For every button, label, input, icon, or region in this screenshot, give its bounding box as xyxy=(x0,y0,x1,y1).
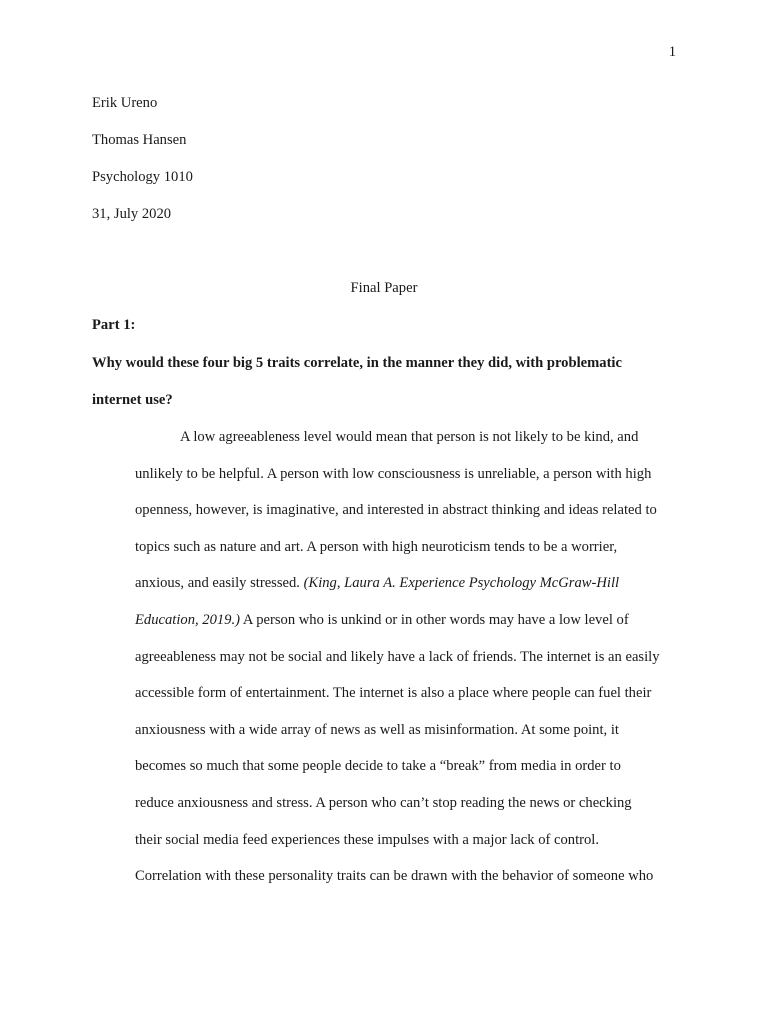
question-heading xyxy=(92,353,692,427)
paragraph-line: openness, however, is imaginative, and interested in abstract thinking and ideas related to xyxy=(135,502,657,519)
page-number: 1 xyxy=(668,44,676,60)
paragraph-text: anxious, and easily stressed. xyxy=(135,575,304,592)
paragraph-line: reduce anxiousness and stress. A person who can’t stop reading the news or checking xyxy=(135,794,632,811)
paragraph-line xyxy=(135,573,695,610)
paragraph-line: unlikely to be helpful. A person with low consciousness is unreliable, a person with high xyxy=(135,465,652,482)
paragraph-line: A low agreeableness level would mean that person is not likely to be kind, and xyxy=(180,429,639,445)
paragraph-line: becomes so much that some people decide to take a “break” from media in order to xyxy=(135,758,621,775)
paper-title: Final Paper xyxy=(350,280,418,296)
course-name: Psychology 1010 xyxy=(92,169,193,185)
paragraph-line: their social media feed experiences these impulses with a major lack of control. xyxy=(135,831,599,848)
question-line: Why would these four big 5 traits correlate, in the manner they did, with problematic xyxy=(92,355,622,371)
mla-header xyxy=(92,93,193,241)
citation: Education, 2019.) xyxy=(135,611,240,628)
instructor-name: Thomas Hansen xyxy=(92,132,187,148)
author-name: Erik Ureno xyxy=(92,95,158,111)
paragraph-line: topics such as nature and art. A person with high neuroticism tends to be a worrier, xyxy=(135,538,618,555)
paragraph-text: A person who is unkind or in other words may have a low level of xyxy=(239,611,629,628)
section-heading: Part 1: xyxy=(92,317,136,333)
paragraph-line: anxiousness with a wide array of news as well as misinformation. At some point, it xyxy=(135,721,619,738)
paragraph-line: agreeableness may not be social and likely have a lack of friends. The internet is an easily xyxy=(135,648,660,665)
paragraph-line xyxy=(135,610,695,647)
citation: (King, Laura A. Experience Psychology McGraw-Hill xyxy=(303,575,620,592)
body-paragraph xyxy=(135,427,695,903)
paragraph-line: accessible form of entertainment. The internet is also a place where people can fuel their xyxy=(135,685,652,702)
paper-date: 31, July 2020 xyxy=(92,206,172,222)
paragraph-line: Correlation with these personality traits can be drawn with the behavior of someone who xyxy=(135,868,654,885)
question-line: internet use? xyxy=(92,392,173,408)
